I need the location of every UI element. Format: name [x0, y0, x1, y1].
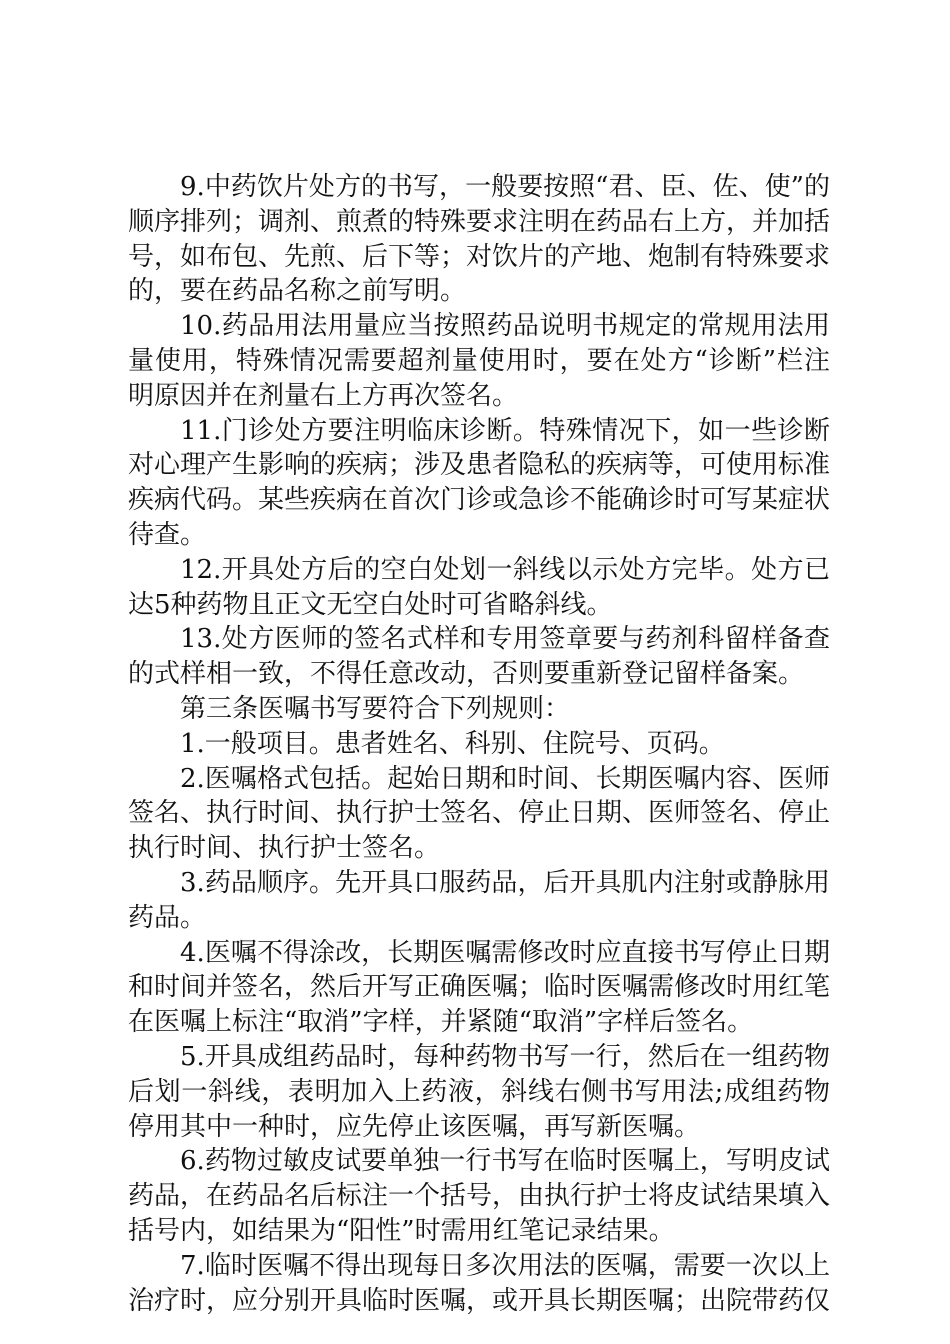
paragraph-rule-1: 1.一般项目。患者姓名、科别、住院号、页码。: [180, 728, 725, 759]
paragraph-rule-2: 2.医嘱格式包括。起始日期和时间、长期医嘱内容、医师签名、执行时间、执行护士签名、停止日期、医师签名、停止执行时间、执行护士签名。: [128, 763, 831, 864]
paragraph-rule-3: 3.药品顺序。先开具口服药品，后开具肌内注射或静脉用药品。: [128, 867, 830, 933]
paragraph-rule-5: 5.开具成组药品时，每种药物书写一行，然后在一组药物后划一斜线，表明加入上药液，斜线右侧书写用法;成组药物停用其中一种时，应先停止该医嘱，再写新医嘱。: [128, 1041, 830, 1142]
paragraph-rule-7: 7.临时医嘱不得出现每日多次用法的医嘱，需要一次以上治疗时，应分别开具临时医嘱，或开具长期医嘱；出院带药仅: [128, 1250, 831, 1316]
paragraph-rule-6: 6.药物过敏皮试要单独一行书写在临时医嘱上，写明皮试药品，在药品名后标注一个括号，由执行护士将皮试结果填入括号内，如结果为“阳性”时需用红笔记录结果。: [128, 1146, 831, 1246]
paragraph-item-12: 12.开具处方后的空白处划一斜线以示处方完毕。处方已达5种药物且正文无空白处时可省略斜线。: [128, 554, 830, 620]
document-body: [128, 170, 830, 1318]
paragraph-item-11: 11.门诊处方要注明临床诊断。特殊情况下，如一些诊断对心理产生影响的疾病；涉及患者隐私的疾病等，可使用标准疾病代码。某些疾病在首次门诊或急诊不能确诊时可写某症状待查。: [128, 415, 831, 550]
paragraph-item-10: 10.药品用法用量应当按照药品说明书规定的常规用法用量使用，特殊情况需要超剂量使用时，要在处方“诊断”栏注明原因并在剂量右上方再次签名。: [128, 311, 830, 411]
section-heading-article-3: 第三条医嘱书写要符合下列规则：: [180, 693, 571, 724]
paragraph-item-9: 9.中药饮片处方的书写，一般要按照“君、臣、佐、使”的顺序排列；调剂、煎煮的特殊要求注明在药品右上方，并加括号，如布包、先煎、后下等；对饮片的产地、炮制有特殊要求的，要在药品名称之前写明。: [128, 172, 831, 307]
paragraph-item-13: 13.处方医师的签名式样和专用签章要与药剂科留样备查的式样相一致，不得任意改动，否则要重新登记留样备案。: [128, 624, 830, 690]
paragraph-rule-4: 4.医嘱不得涂改，长期医嘱需修改时应直接书写停止日期和时间并签名，然后开写正确医嘱；临时医嘱需修改时用红笔在医嘱上标注“取消”字样，并紧随“取消”字样后签名。: [128, 937, 831, 1038]
